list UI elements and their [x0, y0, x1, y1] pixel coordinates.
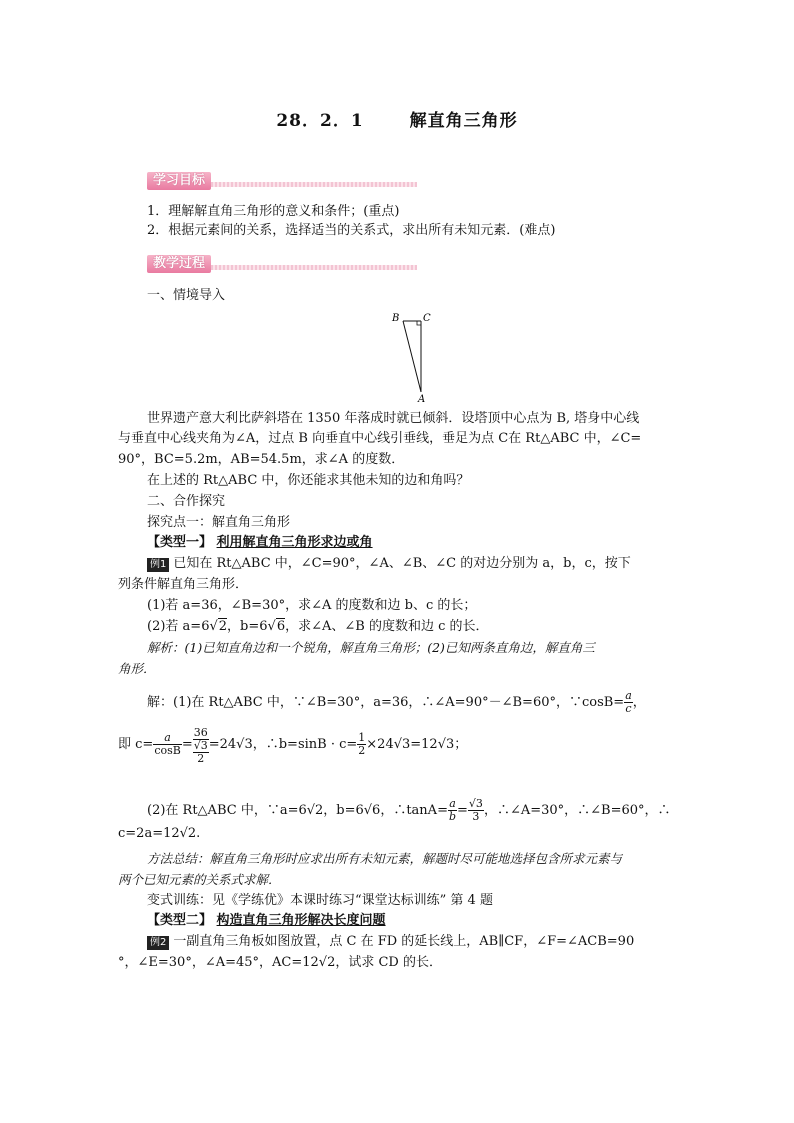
type-2-heading: 【类型二】 构造直角三角形解决长度问题 — [147, 913, 386, 928]
label-c: C — [423, 313, 431, 324]
page-title: 28．2．1 解直角三角形 — [276, 111, 518, 131]
example-2-line-2: °，∠E=30°，∠A=45°，AC=12√2，试求 CD 的长． — [118, 955, 442, 970]
example-1-q2: (2)若 a=6√2，b=6√6，求∠A、∠B 的度数和边 c 的长． — [147, 619, 489, 634]
fraction: $\frac{a}{\cos B}$ — [154, 731, 181, 757]
goal-2: 2．根据元素间的关系，选择适当的关系式，求出所有未知元素．(难点) — [147, 223, 556, 238]
analysis-line-1: 解析：(1)已知直角边和一个锐角，解直角三角形；(2)已知两条直角边，解直角三 — [147, 640, 595, 655]
goal-1: 1．理解解直角三角形的意义和条件；(重点) — [147, 204, 400, 219]
method-summary-2: 两个已知元素的关系式求解． — [118, 872, 281, 887]
intro-line-4: 在上述的 Rt△ABC 中，你还能求其他未知的边和角吗？ — [147, 473, 470, 488]
intro-line-2: 与垂直中心线夹角为∠A，过点 B 向垂直中心线引垂线，垂足为点 C在 Rt△ABC 中，∠C= — [118, 431, 642, 446]
section-heading: 一、情境导入 — [147, 288, 226, 303]
example-1-line-1: 例1 已知在 Rt△ABC 中，∠C=90°，∠A、∠B、∠C 的对边分别为 a，b，c，按下 — [147, 555, 631, 573]
explore-point-1: 探究点一：解直角三角形 — [147, 515, 291, 530]
fraction: $\frac{a}{c}$ — [625, 689, 632, 715]
intro-line-3: 90°，BC=5.2m，AB=54.5m，求∠A 的度数． — [118, 452, 405, 467]
fraction: $\frac{1}{2}$ — [358, 731, 366, 757]
method-summary-1: 方法总结：解直角三角形时应求出所有未知元素，解题时尽可能地选择包含所求元素与 — [147, 851, 623, 866]
triangle-figure — [385, 308, 445, 404]
compound-fraction: 36 √3 2 — [193, 726, 208, 765]
banner-learning-goals — [147, 172, 417, 190]
section-heading: 二、合作探究 — [147, 494, 226, 509]
example-1-line-2: 列条件解直角三角形． — [118, 577, 249, 592]
intro-line-1: 世界遗产意大利比萨斜塔在 1350 年落成时就已倾斜．设塔顶中心点为 B, 塔身中心线 — [147, 411, 640, 426]
right-angle-mark — [417, 321, 421, 325]
type-1-heading: 【类型一】 利用解直角三角形求边或角 — [147, 535, 373, 550]
label-a: A — [418, 394, 426, 404]
label-b: B — [392, 313, 400, 324]
example-badge: 例2 — [147, 936, 169, 950]
solution-line-2: 即 c= $\frac{a}{\cos B}$ = 36 √3 2 =24√3，∴b=sinB · c= $\frac{1}{2}$ ×24√3=12√3； — [118, 726, 468, 765]
example-2-line-1: 例2 一副直角三角板如图放置，点 C 在 FD 的延长线上，AB∥CF，∠F=∠ACB=90 — [147, 933, 634, 951]
example-1-q1: (1)若 a=36，∠B=30°，求∠A 的度数和边 b、c 的长； — [147, 598, 477, 613]
banner-label: 教学过程 — [147, 255, 211, 273]
solution-line-1: 解：(1)在 Rt△ABC 中，∵∠B=30°，a=36，∴∠A=90°－∠B=60°，∵cosB= $\frac{a}{c}$ ， — [147, 689, 646, 715]
banner-label: 学习目标 — [147, 172, 211, 190]
analysis-line-2: 角形． — [118, 661, 156, 676]
solution-line-4: c=2a=12√2. — [118, 826, 201, 841]
variant-training: 变式训练：见《学练优》本课时练习“课堂达标训练” 第 4 题 — [147, 893, 493, 908]
side-ba — [403, 321, 421, 392]
solution-line-3: (2)在 Rt△ABC 中，∵a=6√2，b=6√6，∴tanA= $\frac{a}{b}$ = $\frac{√3}{3}$ ，∴∠A=30°，∴∠B=60°，∴ — [147, 797, 671, 823]
fraction: $\frac{a}{b}$ — [448, 797, 457, 823]
fraction: $\frac{√3}{3}$ — [468, 797, 483, 823]
example-badge: 例1 — [147, 558, 169, 572]
banner-teaching-process — [147, 255, 417, 273]
